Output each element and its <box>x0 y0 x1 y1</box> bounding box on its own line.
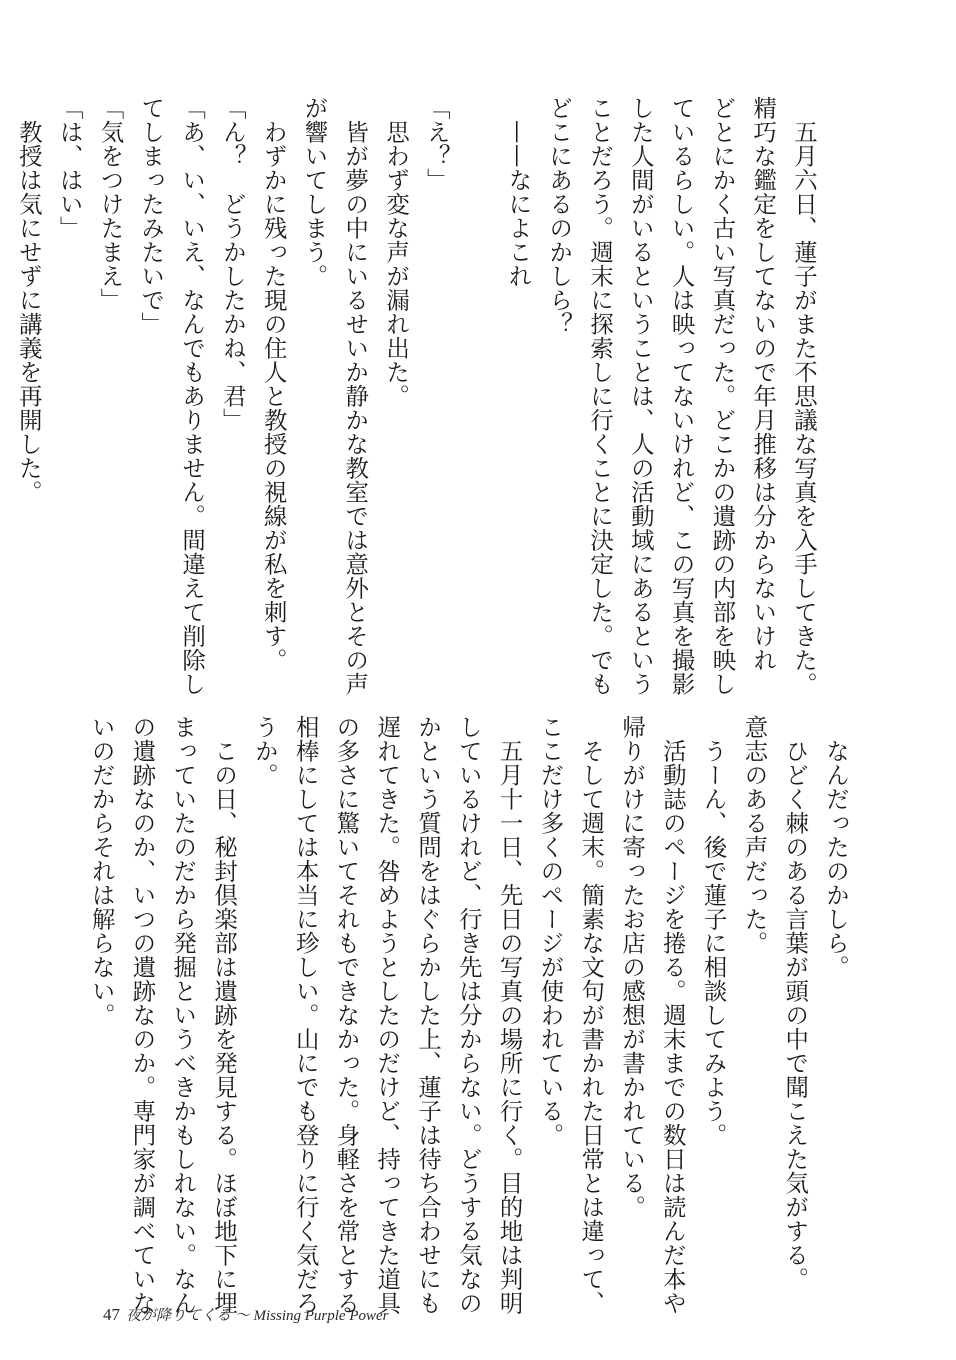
text-line: 五月六日、蓮子がまた不思議な写真を入手してきた。 <box>790 96 818 696</box>
text-line: いのだからそれは解らない。 <box>87 715 116 1027</box>
text-line: しているけれど、行き先は分からない。どうする気なの <box>454 715 483 1315</box>
text-line: わずかに残った現の住人と教授の視線が私を刺す。 <box>259 96 288 672</box>
book-title: 夜が降りてくる 〜 Missing Purple Power <box>126 1308 389 1324</box>
text-line: どとにかく古い写真だった。どこかの遺跡の内部を映し <box>708 96 737 696</box>
text-line: まっていたのだから発掘というべきかもしれない。なん <box>169 715 198 1315</box>
text-line: ひどく棘のある言葉が頭の中で聞こえた気がする。 <box>781 715 810 1291</box>
text-line: 「は、はい」 <box>55 96 84 240</box>
upper-text-block <box>8 96 824 696</box>
text-line: 教授は気にせずに講義を再開した。 <box>14 96 43 504</box>
text-line: 遅れてきた。咎めようとしたのだけど、持ってきた道具 <box>373 715 402 1315</box>
page-footer <box>103 1304 389 1325</box>
text-line: 帰りがけに寄ったお店の感想が書かれている。 <box>618 715 647 1219</box>
text-line: 「あ、い、いえ、なんでもありません。間違えて削除し <box>178 96 207 696</box>
text-line: が響いてしまう。 <box>300 96 329 288</box>
text-line: 五月十一日、先日の写真の場所に行く。目的地は判明 <box>495 715 524 1315</box>
text-line: の多さに驚いてそれもできなかった。身軽さを常とする <box>332 715 361 1315</box>
text-line: そして週末。簡素な文句が書かれた日常とは違って、 <box>577 715 606 1315</box>
text-line <box>457 96 498 656</box>
text-line: ことだろう。週末に探索しに行くことに決定した。でも <box>586 96 615 696</box>
text-line: 「気をつけたまえ」 <box>96 96 125 312</box>
text-line: 相棒にしては本当に珍しい。山にでも登りに行く気だろ <box>291 715 320 1315</box>
text-line: 精巧な鑑定をしてないので年月推移は分からないけれ <box>749 96 778 672</box>
text-line: の遺跡なのか、いつの遺跡なのか。専門家が調べていな <box>128 715 157 1315</box>
text-line: した人間がいるということは、人の活動域にあるという <box>626 96 655 696</box>
text-line: 皆が夢の中にいるせいか静かな教室では意外とその声 <box>341 96 370 696</box>
text-line: 思わず変な声が漏れ出た。 <box>382 96 411 408</box>
text-line: この日、秘封倶楽部は遺跡を発見する。ほぼ地下に埋 <box>210 715 239 1315</box>
text-line: 活動誌のページを捲る。週末までの数日は読んだ本や <box>658 715 687 1315</box>
text-line: 「え？」 <box>422 96 451 192</box>
text-line: 意志のある声だった。 <box>740 715 769 955</box>
text-line: なんだったのかしら。 <box>822 715 850 979</box>
text-line: かという質問をはぐらかした上、蓮子は待ち合わせにも <box>414 715 443 1315</box>
text-line: 「ん？ どうかしたかね、君」 <box>218 96 247 432</box>
text-line: ——なによこれ <box>504 96 533 288</box>
text-line: ているらしい。人は映ってないけれど、この写真を撮影 <box>667 96 696 696</box>
text-line: ここだけ多くのページが使われている。 <box>536 715 565 1147</box>
page-number: 47 <box>103 1305 120 1324</box>
text-line: てしまったみたいで」 <box>137 96 166 336</box>
text-line: うか。 <box>250 715 279 787</box>
text-line: どこにあるのかしら？ <box>545 96 574 336</box>
text-line: うーん、後で蓮子に相談してみよう。 <box>699 715 728 1147</box>
